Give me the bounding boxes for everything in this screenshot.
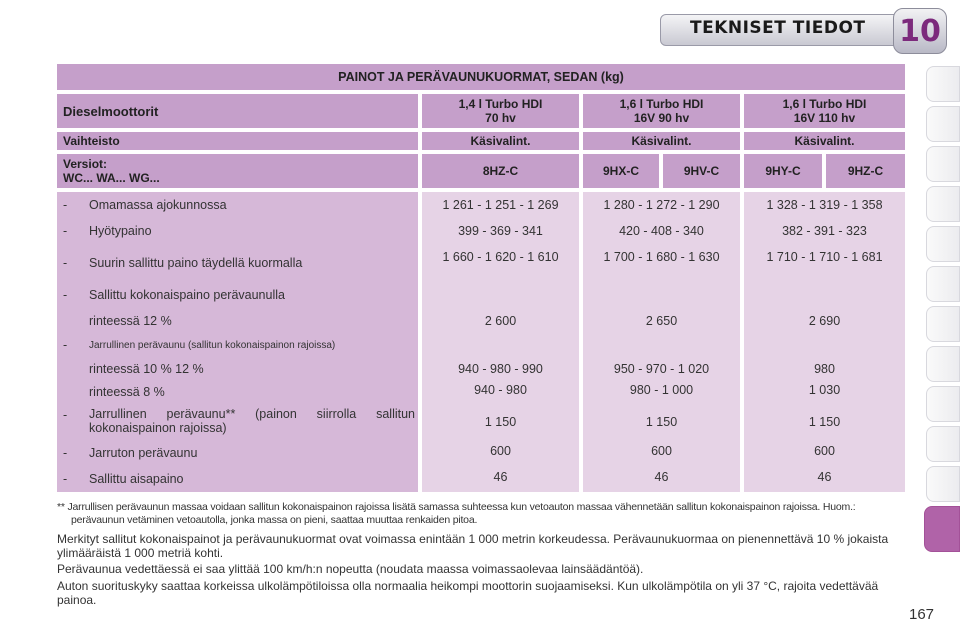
row-value-3: 1 328 - 1 319 - 1 358 [766,198,883,212]
table-title-row [57,64,905,90]
row-dash: - [63,408,68,422]
engine-col-3 [744,94,905,128]
row-label: Sallittu aisapaino [89,472,184,486]
engine-row [57,94,905,128]
engine-3-line2: 16V 110 hv [793,111,856,125]
row-value-1: 399 - 369 - 341 [458,224,543,238]
gearbox-1: Käsivalint. [422,132,579,150]
version-9hz: 9HZ-C [826,154,905,188]
row-value-3: 600 [814,444,835,458]
side-tab[interactable] [926,66,960,102]
paragraph-altitude: Merkityt sallitut kokonaispainot ja perävaunukuormat ovat voimassa enintään 1 000 metrin korkeudessa. Perävaunukuormaa on pienennettävä 10 % jokaista ylimääräistä 1 000 metriä kohti. [57,532,889,560]
row-value-3: 2 690 [808,314,841,328]
row-value-3: 382 - 391 - 323 [782,224,867,238]
versions-label-line2: WC... WA... WG... [63,171,160,185]
row-value-3: 1 710 - 1 710 - 1 681 [766,250,883,264]
row-dash: - [63,288,68,302]
row-value-1: 46 [493,470,508,484]
row-value-3: 1 030 [808,383,841,397]
engine-1-line2: 70 hv [485,111,516,125]
side-tab[interactable] [926,346,960,382]
side-tab[interactable] [926,226,960,262]
engine-label: Dieselmoottorit [57,94,418,128]
footnote: ** Jarrullisen perävaunun massaa voidaan sallitun kokonaispainon rajoissa lisätä samassa suhteessa kun vetoauton massaa vähennetään sallitun kokonaispainon rajoissa. Huom.: perävaunun vetäminen vetoautolla, jonka massa on pieni, saattaa muuttaa renkaiden pitoa. [57,501,856,526]
versions-row [57,154,905,188]
row-value-1: 940 - 980 [474,383,527,397]
version-9hy: 9HY-C [744,154,822,188]
row-value-2: 950 - 970 - 1 020 [613,362,710,376]
row-value-2: 980 - 1 000 [629,383,694,397]
row-dash: - [63,256,68,270]
row-label: rinteessä 12 % [89,314,172,328]
table-row [57,360,905,378]
row-label: rinteessä 8 % [89,385,165,399]
page-number: 167 [909,606,935,623]
table-row [57,470,905,488]
engine-col-2 [583,94,740,128]
side-tab[interactable] [926,106,960,142]
table-row [57,196,905,214]
table-row [57,250,905,272]
row-value-1: 600 [490,444,511,458]
row-value-2: 600 [651,444,672,458]
side-tab[interactable] [926,266,960,302]
row-value-1: 1 660 - 1 620 - 1 610 [442,250,559,264]
table-row [57,444,905,462]
row-value-3: 1 150 [808,415,841,429]
row-value-3: 980 [814,362,835,376]
engine-col-1 [422,94,579,128]
side-tab[interactable] [926,186,960,222]
version-9hv: 9HV-C [663,154,740,188]
engine-2-line1: 1,6 l Turbo HDI [619,97,704,111]
engine-3-line1: 1,6 l Turbo HDI [782,97,867,111]
row-label: rinteessä 10 % 12 % [89,362,204,376]
row-label: Jarrullinen perävaunu** (painon siirrolla sallitun kokonaispainon rajoissa) [89,407,415,435]
row-value-3: 46 [817,470,832,484]
row-label: Jarruton perävaunu [89,446,198,460]
version-8hz: 8HZ-C [422,154,579,188]
versions-label-line1: Versiot: [63,157,108,171]
row-dash: - [63,446,68,460]
row-value-2: 2 650 [645,314,678,328]
gearbox-2: Käsivalint. [583,132,740,150]
row-dash: - [63,224,68,238]
row-dash: - [63,472,68,486]
row-value-2: 420 - 408 - 340 [619,224,704,238]
side-tab[interactable] [926,146,960,182]
row-value-1: 940 - 980 - 990 [458,362,543,376]
table-row [57,336,905,354]
gearbox-3: Käsivalint. [744,132,905,150]
side-tab-active[interactable] [924,506,960,552]
row-value-1: 1 261 - 1 251 - 1 269 [442,198,559,212]
side-tabs [926,66,960,586]
versions-label [57,154,418,188]
row-label: Sallittu kokonaispaino perävaunulla [89,288,285,302]
chapter-badge: 10 [893,8,947,54]
page-title: TEKNISET TIEDOT [690,18,866,38]
table-title: PAINOT JA PERÄVAUNUKUORMAT, SEDAN (kg) [338,70,624,84]
table-row [57,286,905,304]
row-dash: - [63,338,68,352]
paragraph-temperature: Auton suorituskyky saattaa korkeissa ulkolämpötiloissa olla normaalia heikompi moottorin suojaamiseksi. Kun ulkolämpötila on yli 37 °C, rajoita vedettävää painoa. [57,579,879,607]
table-row [57,312,905,330]
side-tab[interactable] [926,466,960,502]
row-label: Hyötypaino [89,224,152,238]
table-row [57,222,905,240]
row-value-2: 1 150 [645,415,678,429]
row-dash: - [63,198,68,212]
engine-2-line2: 16V 90 hv [633,111,690,125]
side-tab[interactable] [926,306,960,342]
table-row [57,406,905,438]
row-value-2: 1 280 - 1 272 - 1 290 [603,198,720,212]
side-tab[interactable] [926,386,960,422]
paragraph-speed: Perävaunua vedettäessä ei saa ylittää 100 km/h:n nopeutta (noudata maassa voimassaolevaa lainsäädäntöä). [57,562,644,576]
row-label: Omamassa ajokunnossa [89,198,227,212]
row-label: Jarrullinen perävaunu (sallitun kokonaispainon rajoissa) [89,339,336,351]
version-9hx: 9HX-C [583,154,659,188]
row-label: Suurin sallittu paino täydellä kuormalla [89,256,303,270]
side-tab[interactable] [926,426,960,462]
table-row [57,383,905,401]
row-value-1: 2 600 [484,314,517,328]
row-value-2: 46 [654,470,669,484]
gearbox-row [57,132,905,150]
engine-1-line1: 1,4 l Turbo HDI [458,97,543,111]
row-value-1: 1 150 [484,415,517,429]
row-value-2: 1 700 - 1 680 - 1 630 [603,250,720,264]
gearbox-label: Vaihteisto [57,132,418,150]
